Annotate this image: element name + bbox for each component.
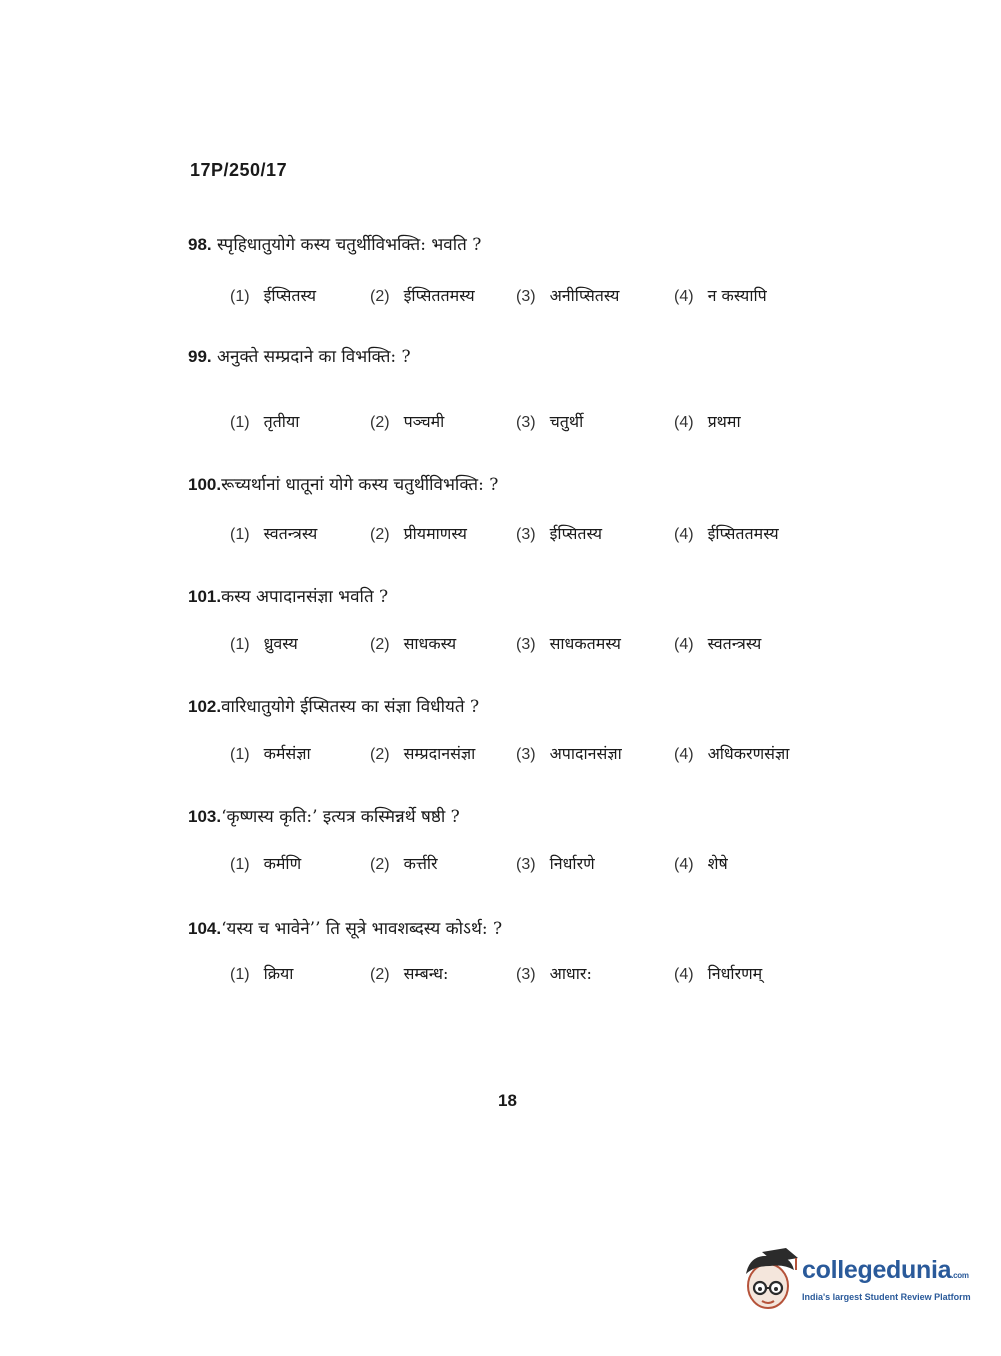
question-100 [188,472,908,543]
option-3: (3) अपादानसंज्ञा [516,744,622,763]
collegedunia-watermark [740,1248,970,1318]
option-3: (3) आधार: [516,964,592,983]
option-4: (4) न कस्यापि [674,286,767,305]
question-104 [188,916,908,983]
option-2: (2) पञ्चमी [370,412,445,431]
question-number: 99. [188,347,212,366]
option-1: (1) ध्रुवस्य [230,634,298,653]
question-number: 103. [188,807,222,826]
brand-tagline: India's largest Student Review Platform [802,1292,971,1302]
question-text: ‘यस्य च भावेने’’ ति सूत्रे भावशब्दस्य कोऽर्थ: ? [221,919,503,939]
question-102 [188,694,908,763]
option-4: (4) शेषे [674,854,728,873]
question-text: ‘कृष्णस्य कृति:’ इत्यत्र कस्मिन्नर्थे षष्ठी ? [221,807,460,827]
option-2: (2) सम्प्रदानसंज्ञा [370,744,476,763]
question-number: 104. [188,919,222,938]
option-3: (3) चतुर्थी [516,412,584,431]
question-text: वारिधातुयोगे ईप्सितस्य का संज्ञा विधीयते ? [221,697,480,717]
question-number: 102. [188,697,222,716]
question-101 [188,584,908,653]
brand-name: collegedunia.com [802,1256,969,1284]
option-3: (3) ईप्सितस्य [516,524,603,543]
option-1: (1) कर्मसंज्ञा [230,744,311,763]
question-text: अनुक्ते सम्प्रदाने का विभक्ति: ? [217,347,411,367]
option-3: (3) साधकतमस्य [516,634,621,653]
option-4: (4) निर्धारणम् [674,964,763,983]
page-number: 18 [498,1091,517,1110]
option-4: (4) स्वतन्त्रस्य [674,634,762,653]
option-1: (1) क्रिया [230,964,294,983]
question-number: 100. [188,475,222,494]
question-103 [188,804,908,873]
option-2: (2) साधकस्य [370,634,457,653]
brand-suffix: .com [951,1271,969,1280]
option-2: (2) ईप्सिततमस्य [370,286,475,305]
option-2: (2) सम्बन्ध: [370,964,449,983]
option-2: (2) प्रीयमाणस्य [370,524,467,543]
question-text: रूच्यर्थानां धातूनां योगे कस्य चतुर्थीविभक्ति: ? [221,475,499,495]
option-4: (4) अधिकरणसंज्ञा [674,744,790,763]
question-text: कस्य अपादानसंज्ञा भवति ? [221,587,389,607]
option-3: (3) अनीप्सितस्य [516,286,620,305]
option-1: (1) ईप्सितस्य [230,286,317,305]
option-1: (1) कर्मणि [230,854,302,873]
question-number: 98. [188,235,212,254]
option-1: (1) स्वतन्त्रस्य [230,524,318,543]
option-2: (2) कर्त्तरि [370,854,438,873]
option-4: (4) प्रथमा [674,412,741,431]
question-number: 101. [188,587,222,606]
mascot-icon [740,1248,800,1314]
question-98 [188,232,908,305]
question-99 [188,344,908,431]
question-text: स्पृहिधातुयोगे कस्य चतुर्थीविभक्ति: भवति ? [217,235,482,255]
paper-code: 17P/250/17 [190,160,288,180]
option-4: (4) ईप्सिततमस्य [674,524,779,543]
option-3: (3) निर्धारणे [516,854,595,873]
option-1: (1) तृतीया [230,412,300,431]
